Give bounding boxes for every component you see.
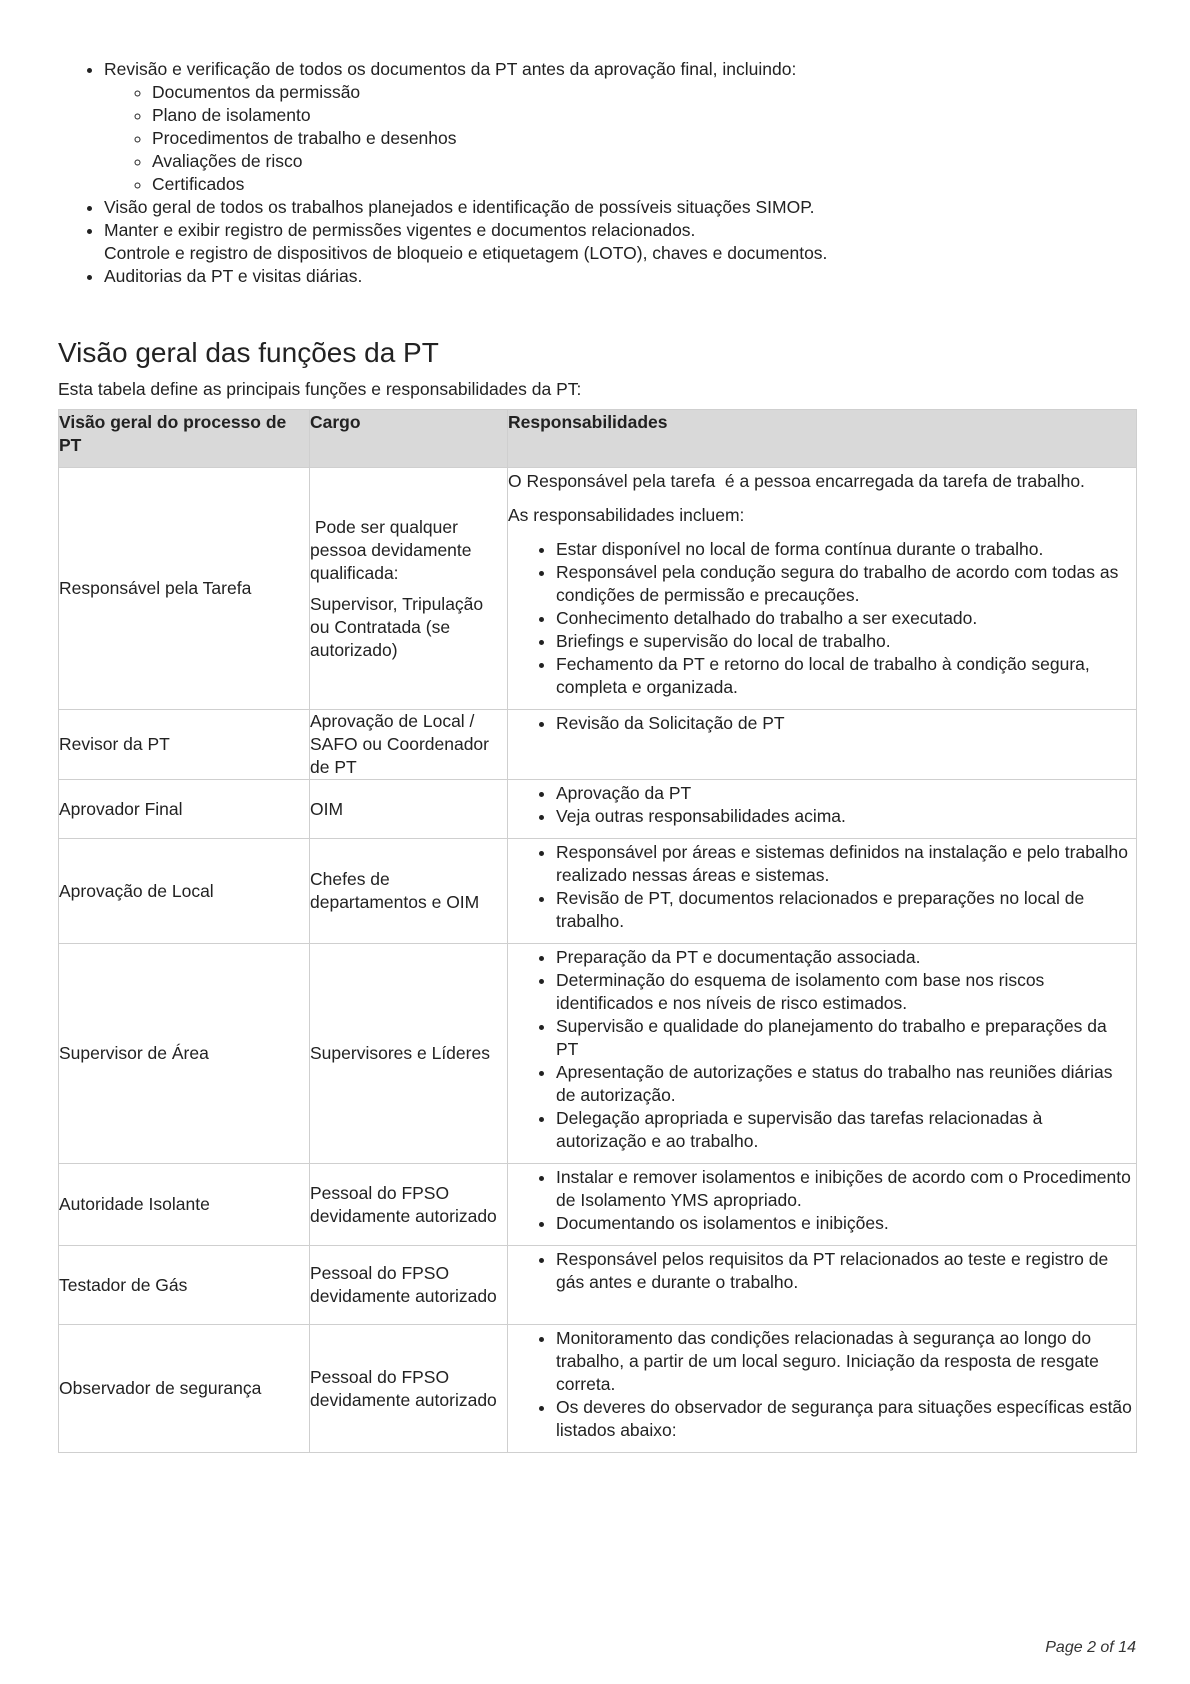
cargo-text: OIM	[310, 798, 344, 819]
list-item: • Apresentação de autorizações e status do trabalho nas reuniões diárias de autorização.	[556, 1061, 1132, 1107]
list-item: • Os deveres do observador de segurança para situações específicas estão listados abaixo:	[556, 1396, 1132, 1442]
role-cell: Supervisor de Área	[59, 944, 310, 1164]
column-header-responsibilities: Responsabilidades	[508, 410, 1137, 468]
cargo-cell	[310, 944, 508, 1164]
sub-bullet-list	[104, 81, 1136, 196]
list-item: • Responsável pela condução segura do trabalho de acordo com todas as condições de permissão e precauções.	[556, 561, 1132, 607]
list-item	[104, 219, 1136, 242]
list-item: ◦ Certificados	[152, 173, 1136, 196]
table-row	[59, 468, 1137, 710]
section-intro: Esta tabela define as principais funções e responsabilidades da PT:	[58, 379, 582, 399]
responsibilities-cell	[508, 1164, 1137, 1246]
role-cell: Revisor da PT	[59, 710, 310, 780]
list-item: • Monitoramento das condições relacionadas à segurança ao longo do trabalho, a partir de um local seguro. Iniciação da resposta de resgate correta.	[556, 1327, 1132, 1396]
responsibilities-cell	[508, 780, 1137, 839]
responsibilities-cell	[508, 468, 1137, 710]
list-item: ◦ Plano de isolamento	[152, 104, 1136, 127]
cargo-cell	[310, 1325, 508, 1453]
responsibility-intro: As responsabilidades incluem:	[508, 505, 745, 525]
table-row	[59, 944, 1137, 1164]
list-item: • Revisão da Solicitação de PT	[556, 712, 1132, 735]
table-row	[59, 1246, 1137, 1325]
list-item: • Conhecimento detalhado do trabalho a ser executado.	[556, 607, 1132, 630]
list-item: • Supervisão e qualidade do planejamento do trabalho e preparações da PT	[556, 1015, 1132, 1061]
list-item: • Briefings e supervisão do local de trabalho.	[556, 630, 1132, 653]
cargo-cell	[310, 839, 508, 944]
list-item: • Visão geral de todos os trabalhos planejados e identificação de possíveis situações SIMOP.	[104, 196, 1136, 219]
list-item: • Aprovação da PT	[556, 782, 1132, 805]
responsibility-list	[508, 1166, 1132, 1235]
list-item: • Responsável por áreas e sistemas definidos na instalação e pelo trabalho realizado nessas áreas e sistemas.	[556, 841, 1132, 887]
list-item: • Veja outras responsabilidades acima.	[556, 805, 1132, 828]
role-cell: Observador de segurança	[59, 1325, 310, 1453]
list-item: • Documentando os isolamentos e inibições.	[556, 1212, 1132, 1235]
list-item: ◦ Procedimentos de trabalho e desenhos	[152, 127, 1136, 150]
responsibility-list	[508, 712, 1132, 735]
cargo-cell	[310, 1246, 508, 1325]
responsibility-list	[508, 538, 1132, 699]
cargo-text: Pode ser qualquer pessoa devidamente qualificada:	[310, 516, 477, 583]
responsibilities-cell	[508, 944, 1137, 1164]
role-cell: Autoridade Isolante	[59, 1164, 310, 1246]
responsibility-list	[508, 841, 1132, 933]
column-header-cargo: Cargo	[310, 410, 508, 468]
responsibilities-cell	[508, 710, 1137, 780]
top-bullet-list	[58, 58, 1136, 242]
list-item: • Preparação da PT e documentação associada.	[556, 946, 1132, 969]
list-item: • Determinação do esquema de isolamento com base nos riscos identificados e nos níveis de risco estimados.	[556, 969, 1132, 1015]
roles-table	[58, 409, 1137, 1453]
column-header-process: Visão geral do processo de PT	[59, 410, 310, 468]
list-item-text: Revisão e verificação de todos os documentos da PT antes da aprovação final, incluindo:	[104, 59, 797, 79]
list-item: • Auditorias da PT e visitas diárias.	[104, 265, 1136, 288]
responsibilities-cell	[508, 839, 1137, 944]
document-page	[58, 58, 1136, 1453]
table-row	[59, 1325, 1137, 1453]
cargo-text: Supervisor, Tripulação ou Contratada (se autorizado)	[310, 593, 484, 660]
table-row	[59, 710, 1137, 780]
role-cell: Testador de Gás	[59, 1246, 310, 1325]
list-item: ◦ Documentos da permissão	[152, 81, 1136, 104]
list-item: • Delegação apropriada e supervisão das tarefas relacionadas à autorização e ao trabalho.	[556, 1107, 1132, 1153]
list-item: • Revisão de PT, documentos relacionados e preparações no local de trabalho.	[556, 887, 1132, 933]
cargo-text: Aprovação de Local / SAFO ou Coordenador de PT	[310, 711, 489, 777]
list-item: • Instalar e remover isolamentos e inibições de acordo com o Procedimento de Isolamento YMS apropriado.	[556, 1166, 1132, 1212]
table-header-row	[59, 410, 1137, 468]
cargo-cell	[310, 710, 508, 780]
section-heading: Visão geral das funções da PT	[58, 337, 439, 368]
responsibility-list	[508, 946, 1132, 1153]
cargo-text: Pessoal do FPSO devidamente autorizado	[310, 1263, 497, 1306]
list-item: ◦ Avaliações de risco	[152, 150, 1136, 173]
responsibilities-cell	[508, 1246, 1137, 1325]
page-number: Page 2 of 14	[1045, 1639, 1136, 1656]
responsibilities-cell	[508, 1325, 1137, 1453]
cargo-text: Supervisores e Líderes	[310, 1043, 490, 1063]
responsibility-list	[508, 782, 1132, 828]
table-row	[59, 780, 1137, 839]
list-item: • Fechamento da PT e retorno do local de trabalho à condição segura, completa e organizada.	[556, 653, 1132, 699]
responsibility-intro: O Responsável pela tarefa é a pessoa encarregada da tarefa de trabalho.	[508, 471, 1085, 491]
role-cell: Aprovador Final	[59, 780, 310, 839]
list-item: • Responsável pelos requisitos da PT relacionados ao teste e registro de gás antes e durante o trabalho.	[556, 1248, 1132, 1294]
cargo-cell	[310, 468, 508, 710]
top-bullet-list-continued	[58, 265, 1136, 288]
responsibility-list	[508, 1248, 1132, 1294]
responsibility-list	[508, 1327, 1132, 1442]
table-row	[59, 1164, 1137, 1246]
cargo-text: Chefes de departamentos e OIM	[310, 869, 480, 912]
table-row	[59, 839, 1137, 944]
list-item	[104, 58, 1136, 196]
role-cell: Aprovação de Local	[59, 839, 310, 944]
cargo-cell	[310, 780, 508, 839]
list-item-text: Manter e exibir registro de permissões vigentes e documentos relacionados.	[104, 220, 696, 240]
cargo-text: Pessoal do FPSO devidamente autorizado	[310, 1182, 497, 1226]
list-continuation-text: Controle e registro de dispositivos de bloqueio e etiquetagem (LOTO), chaves e documentos.	[104, 243, 828, 263]
cargo-cell	[310, 1164, 508, 1246]
list-item: • Estar disponível no local de forma contínua durante o trabalho.	[556, 538, 1132, 561]
cargo-text: Pessoal do FPSO devidamente autorizado	[310, 1366, 497, 1410]
role-cell: Responsável pela Tarefa	[59, 468, 310, 710]
